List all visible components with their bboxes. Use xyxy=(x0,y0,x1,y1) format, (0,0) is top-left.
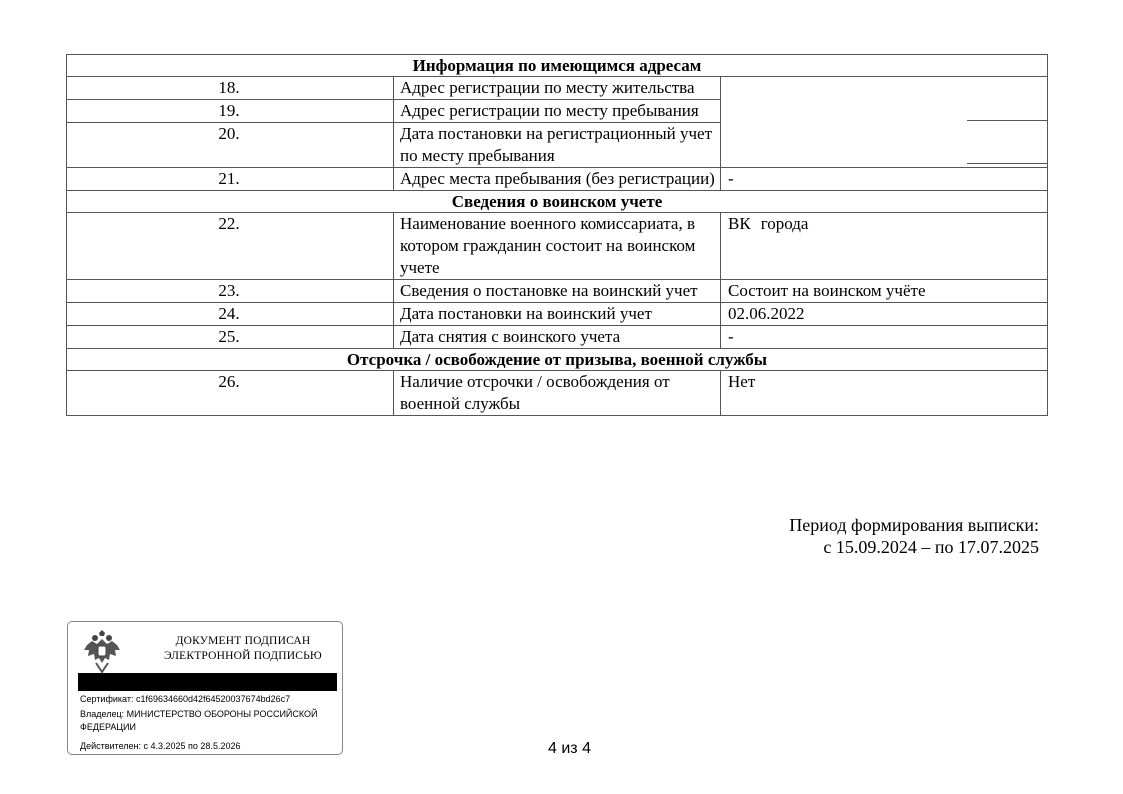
double-headed-eagle-icon xyxy=(80,630,124,674)
section-title-addresses: Информация по имеющимся адресам xyxy=(67,55,1048,77)
extract-period xyxy=(789,514,1039,558)
signature-title-line1: ДОКУМЕНТ ПОДПИСАН xyxy=(175,635,311,647)
row-number: 18. xyxy=(67,77,394,100)
commissariat-prefix: ВК xyxy=(728,214,751,233)
row-number: 20. xyxy=(67,123,394,168)
certificate-number: Сертификат: c1f69634660d42f64520037674bd26c7 xyxy=(80,694,291,704)
redaction-bar xyxy=(78,673,337,691)
row-number: 22. xyxy=(67,213,394,280)
row-label: Наличие отсрочки / освобождения от военной службы xyxy=(394,371,721,416)
row-label: Наименование военного комиссариата, в котором гражданин состоит на воинском учете xyxy=(394,213,721,280)
row-label: Дата постановки на воинский учет xyxy=(394,303,721,326)
section-deferment-row xyxy=(67,349,1048,371)
extract-table xyxy=(66,54,1048,416)
section-title-deferment: Отсрочка / освобождение от призыва, военной службы xyxy=(67,349,1048,371)
page-number: 4 из 4 xyxy=(548,740,591,757)
row-label: Адрес регистрации по месту пребывания xyxy=(394,100,721,123)
row-value: - xyxy=(721,168,1048,191)
row-value: - xyxy=(721,326,1048,349)
cell-divider xyxy=(967,163,1047,164)
signature-title-line2: ЭЛЕКТРОННОЙ ПОДПИСЬЮ xyxy=(164,650,322,662)
address-values-cell xyxy=(721,77,1048,168)
row-value: Состоит на воинском учёте xyxy=(721,280,1048,303)
row-number: 23. xyxy=(67,280,394,303)
section-title-military: Сведения о воинском учете xyxy=(67,191,1048,213)
table-row xyxy=(67,280,1048,303)
row-label: Сведения о постановке на воинский учет xyxy=(394,280,721,303)
row-value: 02.06.2022 xyxy=(721,303,1048,326)
section-addresses-row xyxy=(67,55,1048,77)
row-label: Адрес регистрации по месту жительства xyxy=(394,77,721,100)
row-value xyxy=(721,213,1048,280)
period-range: с 15.09.2024 – по 17.07.2025 xyxy=(823,537,1039,557)
row-number: 21. xyxy=(67,168,394,191)
row-label: Адрес места пребывания (без регистрации) xyxy=(394,168,721,191)
commissariat-city: города xyxy=(760,214,809,233)
row-number: 19. xyxy=(67,100,394,123)
table-row xyxy=(67,371,1048,416)
table-row xyxy=(67,168,1048,191)
row-value: Нет xyxy=(721,371,1048,416)
row-number: 26. xyxy=(67,371,394,416)
certificate-owner: Владелец: МИНИСТЕРСТВО ОБОРОНЫ РОССИЙСКОЙ ФЕДЕРАЦИИ xyxy=(80,709,318,732)
row-label: Дата снятия с воинского учета xyxy=(394,326,721,349)
period-label: Период формирования выписки: xyxy=(789,515,1039,535)
row-number: 25. xyxy=(67,326,394,349)
digital-signature-stamp xyxy=(67,621,343,755)
signature-title xyxy=(148,634,338,664)
cell-divider xyxy=(967,120,1047,121)
table-row xyxy=(67,213,1048,280)
row-number: 24. xyxy=(67,303,394,326)
table-row xyxy=(67,303,1048,326)
table-row xyxy=(67,77,1048,100)
section-military-row xyxy=(67,191,1048,213)
table-row xyxy=(67,326,1048,349)
certificate-validity: Действителен: с 4.3.2025 по 28.5.2026 xyxy=(80,741,241,751)
row-label: Дата постановки на регистрационный учет по месту пребывания xyxy=(394,123,721,168)
